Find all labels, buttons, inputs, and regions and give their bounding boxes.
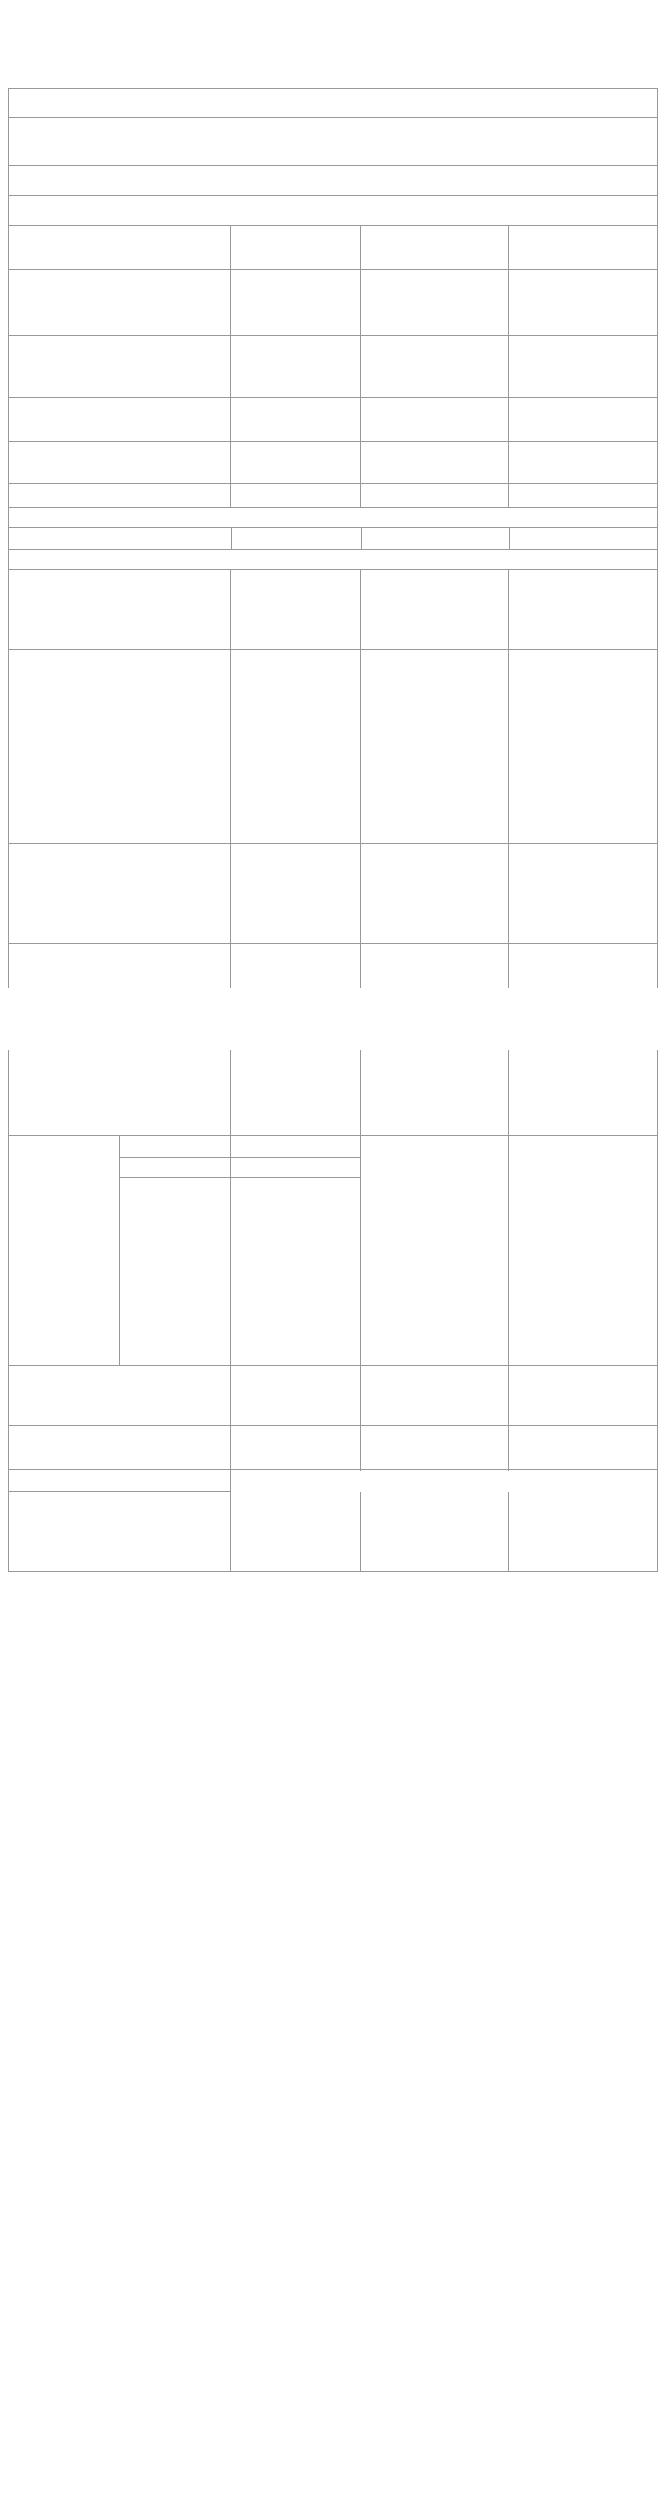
blend-value <box>231 485 361 489</box>
pnet-value <box>231 946 361 950</box>
leucht-label <box>9 444 231 448</box>
col-value-1 <box>231 529 239 533</box>
netz-value <box>231 338 361 342</box>
pon-label <box>9 846 231 850</box>
beam-label <box>361 1494 509 1498</box>
general-heading-row <box>8 550 658 570</box>
dimm-value <box>509 485 659 489</box>
col-param-1 <box>9 529 17 533</box>
dim-height-value <box>231 1138 361 1158</box>
equiv2-value <box>509 1368 659 1372</box>
cri-label-cont <box>361 1052 509 1056</box>
huelle-label <box>361 400 509 404</box>
dim-width-value <box>231 1158 361 1178</box>
dim-depth-label <box>119 1178 231 1182</box>
dimm-label <box>361 485 509 489</box>
cri-label <box>361 946 509 950</box>
dim-height-label <box>119 1138 231 1158</box>
row-pnet <box>8 944 658 988</box>
spd-label <box>361 1142 509 1146</box>
cri-value <box>509 946 659 950</box>
row-blend <box>8 484 658 508</box>
product-params-heading <box>9 508 659 512</box>
sockel-value <box>231 272 361 276</box>
row-chroma <box>8 1426 658 1470</box>
farblich-value <box>231 400 361 404</box>
row-leucht <box>8 442 658 484</box>
flux-label <box>9 652 231 656</box>
pnet-label-cont <box>9 1052 231 1056</box>
eeclass-label <box>361 572 509 576</box>
beam-value <box>509 1494 659 1498</box>
dim-width-label <box>119 1158 231 1178</box>
pnet-label <box>9 946 231 950</box>
pon-value <box>231 846 361 850</box>
supplier-name-row <box>8 88 658 118</box>
col-value-2 <box>509 529 517 533</box>
model-row <box>8 166 658 196</box>
peak-label <box>9 1494 231 1498</box>
row-pon <box>8 844 658 944</box>
spd-value <box>509 1142 659 1146</box>
row-sockel <box>8 270 658 336</box>
ungebuendelt-label <box>361 228 509 232</box>
cct-value <box>509 652 659 656</box>
dim-depth-value <box>231 1178 361 1182</box>
general-heading <box>9 550 659 554</box>
equiv-value <box>231 1368 361 1372</box>
psb-label <box>361 846 509 850</box>
energy-value <box>231 572 361 576</box>
psb-value <box>509 846 659 850</box>
dls-heading <box>9 1471 17 1475</box>
peak-value <box>231 1494 361 1498</box>
cls-label <box>361 338 509 342</box>
type-section-heading <box>13 200 21 204</box>
row-equiv <box>8 1366 658 1426</box>
col-param-2 <box>361 529 369 533</box>
farblich-label <box>9 400 231 404</box>
row-farblich <box>8 398 658 442</box>
ungebuendelt-value <box>509 228 659 232</box>
spectrum-chart <box>0 1690 665 2190</box>
product-params-heading-row <box>8 508 658 528</box>
cct-label <box>361 652 509 656</box>
huelle-value <box>509 400 659 404</box>
row-flux <box>8 650 658 844</box>
row-pnet-cont <box>8 1050 658 1136</box>
leucht-value <box>231 444 361 448</box>
eeclass-value <box>509 572 659 576</box>
row-tech <box>8 226 658 270</box>
page-1 <box>0 0 665 1010</box>
dims-label <box>9 1142 119 1146</box>
type-section-row <box>8 196 658 226</box>
energy-label <box>9 572 231 576</box>
chroma-label <box>361 1428 509 1432</box>
page-2 <box>0 1040 665 1680</box>
cls-value <box>509 338 659 342</box>
spectrum-chart-svg <box>0 1690 665 2190</box>
row-peak <box>8 1492 658 1572</box>
equiv2-label <box>361 1368 509 1372</box>
flux-value <box>231 652 361 656</box>
tech-value <box>231 228 361 232</box>
row-energy <box>8 570 658 650</box>
tech-label <box>9 228 231 232</box>
row-netz <box>8 336 658 398</box>
blend-label <box>9 485 231 489</box>
supplier-address-row <box>8 118 658 166</box>
netz-label <box>9 338 231 342</box>
row-dims <box>8 1136 658 1366</box>
column-header-row <box>8 528 658 550</box>
